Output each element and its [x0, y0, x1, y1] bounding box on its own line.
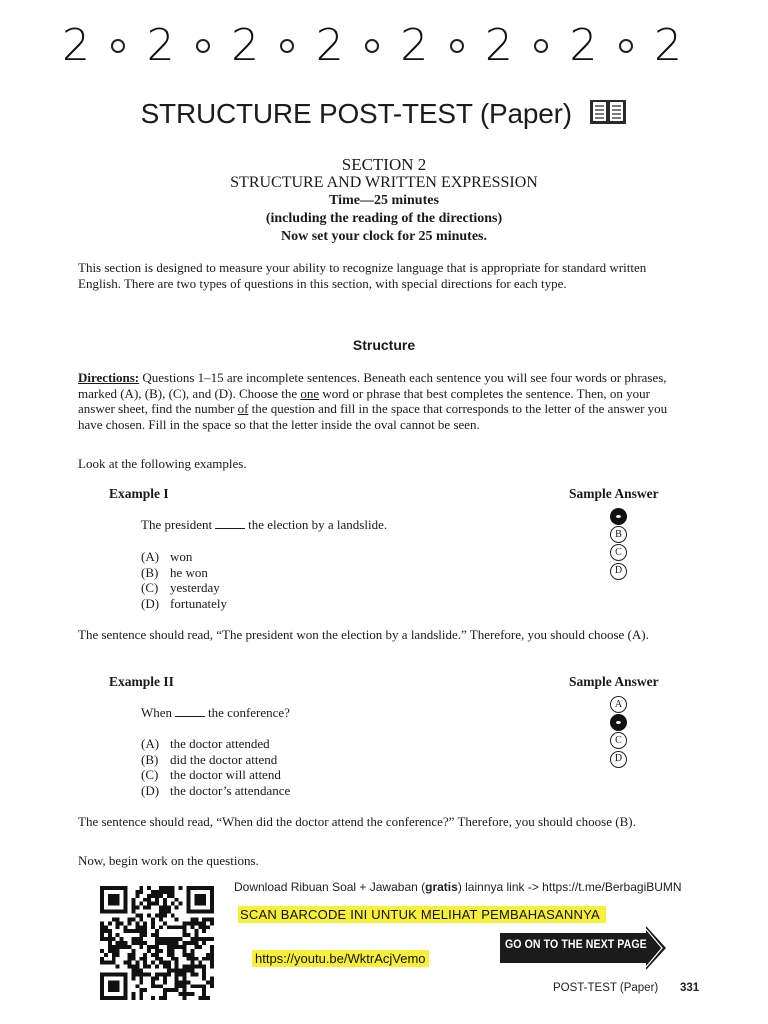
answer-bubble: C — [610, 732, 627, 749]
option-text: the doctor’s attendance — [170, 782, 291, 798]
book-icon — [589, 98, 627, 133]
deco-number: 2 — [62, 20, 90, 71]
directions-emphasis-one: one — [300, 385, 320, 401]
answer-bubble: B — [610, 526, 627, 543]
option-text: fortunately — [170, 595, 228, 611]
option-row — [141, 580, 227, 596]
option-text: the doctor attended — [170, 736, 270, 751]
option-text: won — [170, 549, 193, 564]
scan-barcode-banner: SCAN BARCODE INI UNTUK MELIHAT PEMBAHASANNYA — [238, 906, 606, 923]
option-text: yesterday — [170, 580, 220, 596]
section-number: SECTION 2 — [341, 155, 427, 174]
page-title-text: STRUCTURE POST-TEST (Paper) — [140, 98, 572, 129]
deco-dot — [450, 39, 464, 53]
option-text: the doctor will attend — [170, 767, 281, 783]
deco-dot — [280, 39, 294, 53]
option-row — [141, 767, 290, 783]
option-key: (B) — [141, 751, 159, 767]
example-explanation: The sentence should read, “When did the doctor attend the conference?” Therefore, you should choose (B). — [78, 814, 636, 829]
example-label: Example I — [109, 486, 169, 501]
section-name: STRUCTURE AND WRITTEN EXPRESSION — [230, 174, 538, 191]
look-instruction: Look at the following examples. — [78, 456, 247, 471]
page-title — [0, 98, 768, 133]
blank-line — [215, 518, 245, 529]
section-heading — [0, 156, 768, 246]
option-text: he won — [170, 564, 208, 580]
begin-instruction: Now, begin work on the questions. — [78, 853, 259, 868]
sentence-end: the election by a landslide. — [248, 517, 388, 532]
answer-bubble: A — [610, 696, 627, 713]
deco-number: 2 — [484, 20, 513, 71]
deco-dot — [111, 39, 125, 53]
deco-dot — [619, 39, 633, 53]
deco-number: 2 — [146, 20, 175, 71]
running-footer-title: POST-TEST (Paper) — [553, 982, 659, 994]
structure-heading: Structure — [352, 337, 416, 353]
sample-answer-label: Sample Answer — [569, 674, 659, 689]
answer-bubble: D — [610, 563, 627, 580]
answer-bubble — [610, 714, 627, 731]
decorative-number-strip — [62, 18, 682, 74]
answer-bubble: C — [610, 544, 627, 561]
sentence-start: The president — [141, 517, 213, 532]
download-telegram-link[interactable]: ) lainnya link -> https://t.me/BerbagiBUMN — [457, 880, 682, 894]
example-sentence — [141, 517, 387, 533]
go-next-page-label: GO ON TO THE NEXT PAGE — [505, 937, 647, 951]
directions-emphasis-of: of — [237, 401, 249, 416]
answer-bubble: D — [610, 751, 627, 768]
example-label: Example II — [109, 674, 174, 689]
deco-dot — [196, 39, 210, 53]
download-promo-text — [234, 880, 682, 894]
sentence-start: When — [141, 705, 173, 720]
deco-number: 2 — [653, 20, 682, 71]
option-key: (C) — [141, 767, 159, 783]
deco-number: 2 — [569, 20, 598, 71]
option-row — [141, 596, 227, 612]
directions-text: the question and fill in the space that corresponds to the letter of the answer you have chosen. Fill in the space so that the letter inside the oval cannot be seen. — [78, 401, 668, 432]
sample-answer-label: Sample Answer — [569, 486, 659, 501]
option-key: (D) — [141, 782, 160, 798]
download-text-bold: gratis — [425, 880, 458, 894]
option-key: (C) — [141, 580, 159, 596]
deco-number: 2 — [315, 20, 344, 71]
option-key: (A) — [141, 549, 160, 564]
section-time: Time—25 minutes — [329, 193, 439, 208]
example-options — [141, 549, 227, 611]
directions-label: Directions: — [78, 370, 140, 385]
youtube-link[interactable]: https://youtu.be/WktrAcjVemo — [252, 950, 429, 967]
option-row — [141, 736, 290, 752]
blank-line — [175, 706, 205, 717]
directions-text: Questions 1–15 are incomplete sentences. Beneath each sentence you will see four words or phrases, marked (A), (B), (C), and (D). Choose the — [78, 370, 667, 401]
section-clock: Now set your clock for 25 minutes. — [281, 229, 487, 244]
option-key: (A) — [141, 736, 160, 751]
example-options — [141, 736, 290, 798]
deco-number: 2 — [400, 20, 429, 71]
answer-bubble — [610, 508, 627, 525]
page-number: 331 — [680, 982, 700, 994]
directions-text: word or phrase that best completes the sentence. Then, on your answer sheet, find the number — [78, 385, 650, 416]
option-row — [141, 752, 290, 768]
option-text: did the doctor attend — [170, 751, 278, 767]
section-including: (including the reading of the directions) — [265, 211, 503, 226]
option-row — [141, 565, 227, 581]
deco-number: 2 — [231, 20, 260, 71]
example-explanation: The sentence should read, “The president won the election by a landslide.” Therefore, you should choose (A). — [78, 627, 649, 642]
directions-paragraph — [78, 370, 672, 432]
option-key: (B) — [141, 564, 159, 580]
sample-answer-bubbles — [610, 696, 632, 769]
example-sentence — [141, 705, 290, 721]
qr-code-image — [100, 886, 214, 1000]
deco-dot — [534, 39, 548, 53]
option-row — [141, 783, 290, 799]
sample-answer-bubbles — [610, 508, 632, 581]
deco-dot — [365, 39, 379, 53]
sentence-end: the conference? — [208, 705, 290, 720]
intro-paragraph: This section is designed to measure your ability to recognize language that is appropriate for standard written English. There are two types of questions in this section, with special directions for each type. — [78, 260, 647, 291]
download-text-start: Download Ribuan Soal + Jawaban ( — [234, 880, 426, 894]
option-key: (D) — [141, 595, 160, 611]
option-row — [141, 549, 227, 565]
